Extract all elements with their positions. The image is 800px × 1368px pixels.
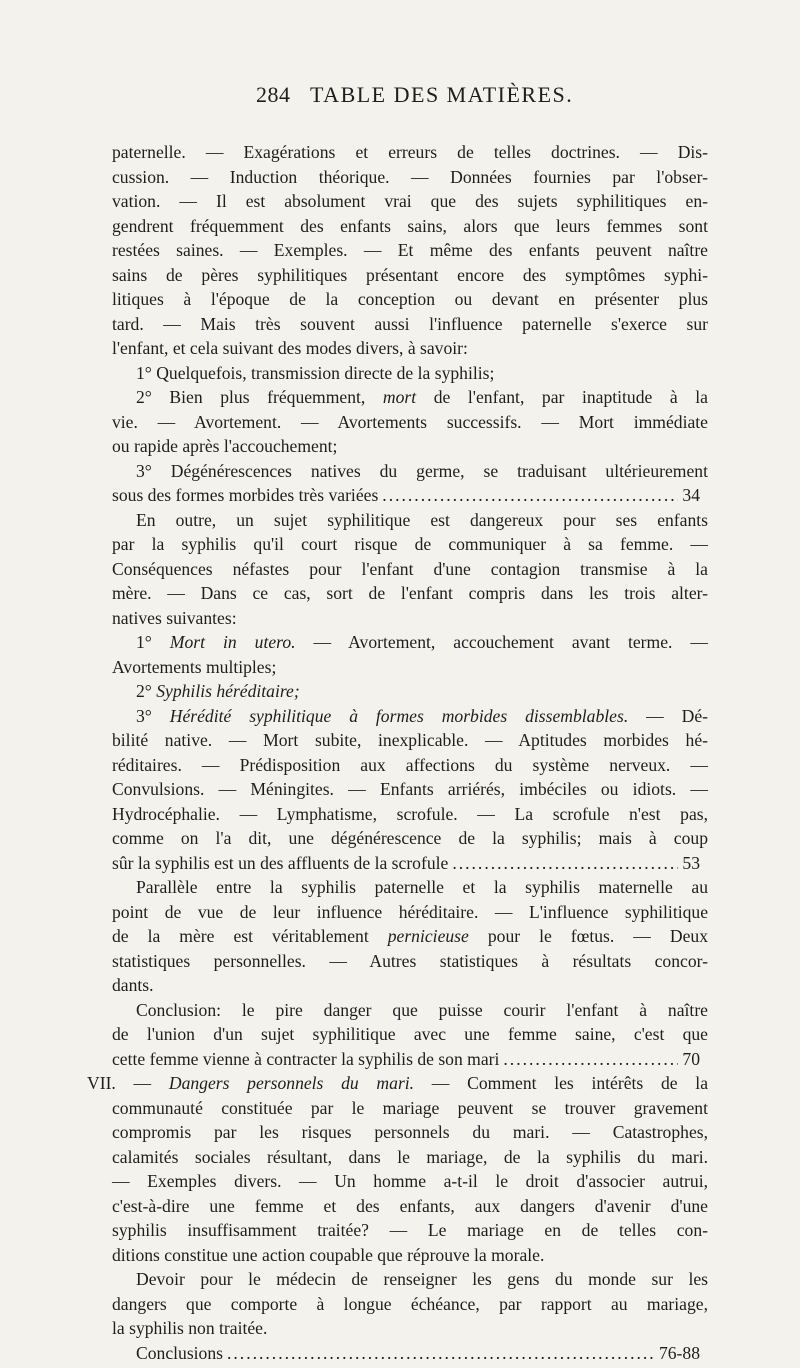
toc-line: Parallèle entre la syphilis paternelle et la syphilis maternelle au (136, 877, 708, 897)
page-number: 284 (256, 82, 291, 107)
toc-line: 2° Bien plus fréquemment, mort de l'enfant, par inaptitude à la (136, 387, 708, 407)
page-reference: 70 (682, 1048, 700, 1069)
toc-line: c'est-à-dire une femme et des enfants, aux dangers d'avenir d'une (112, 1195, 708, 1216)
toc-entry-with-page: sous des formes morbides très variées ..... 34 (112, 483, 708, 508)
page-reference: 53 (682, 852, 700, 873)
toc-line: cussion. — Induction théorique. — Données fournies par l'obser- (112, 166, 708, 187)
dot-leader (382, 483, 678, 508)
page-reference: 76-88 (658, 1342, 700, 1363)
toc-line: vie. — Avortement. — Avortements successifs. — Mort immédiate (112, 411, 708, 432)
running-title: TABLE DES MATIÈRES. (310, 82, 574, 107)
toc-line: En outre, un sujet syphilitique est dangereux pour ses enfants (136, 509, 708, 530)
toc-line: l'enfant, et cela suivant des modes divers, à savoir: (112, 338, 468, 358)
toc-line: Hydrocéphalie. — Lymphatisme, scrofule. — La scrofule n'est pas, (112, 803, 708, 824)
toc-line: de l'union d'un sujet syphilitique avec une femme saine, c'est que (112, 1024, 708, 1044)
toc-line: ditions constitue une action coupable que réprouve la morale. (112, 1244, 545, 1265)
toc-line: paternelle. — Exagérations et erreurs de telles doctrines. — Dis- (112, 142, 708, 162)
toc-line: syphilis insuffisamment traitée? — Le mariage en de telles con- (112, 1220, 708, 1240)
page-reference: 34 (682, 485, 700, 505)
toc-line: communauté constituée par le mariage peuvent se trouver gravement (112, 1097, 708, 1118)
toc-line: réditaires. — Prédisposition aux affections du système nerveux. — (112, 754, 708, 775)
toc-line: Avortements multiples; (112, 656, 277, 677)
toc-line: Conséquences néfastes pour l'enfant d'une contagion transmise à la (112, 558, 708, 579)
toc-line: compromis par les risques personnels du mari. — Catastrophes, (112, 1122, 708, 1142)
toc-line: calamités sociales résultant, dans le mariage, de la syphilis du mari. (112, 1146, 708, 1167)
toc-line: 1° Mort in utero. — Avortement, accouchement avant terme. — (136, 632, 708, 652)
toc-line: 3° Dégénérescences natives du germe, se traduisant ultérieurement (136, 460, 708, 481)
toc-entry-with-page: cette femme vienne à contracter la syphilis de son mari ..... 70 (112, 1047, 708, 1072)
table-of-contents-text (87, 140, 708, 1365)
toc-line: gendrent fréquemment des enfants sains, alors que leurs femmes sont (112, 215, 708, 236)
dot-leader (452, 851, 678, 876)
toc-line: vation. — Il est absolument vrai que des sujets syphilitiques en- (112, 191, 708, 211)
toc-line: statistiques personnelles. — Autres statistiques à résultats concor- (112, 950, 708, 971)
toc-line: dangers que comporte à longue échéance, par rapport au mariage, (112, 1293, 708, 1314)
dot-leader (503, 1047, 678, 1072)
toc-line: tard. — Mais très souvent aussi l'influence paternelle s'exerce sur (112, 313, 708, 334)
toc-line: restées saines. — Exemples. — Et même des enfants peuvent naître (112, 240, 708, 260)
toc-line: mère. — Dans ce cas, sort de l'enfant compris dans les trois alter- (112, 583, 708, 603)
toc-line: bilité native. — Mort subite, inexplicable. — Aptitudes morbides hé- (112, 730, 708, 750)
toc-line: 1° Quelquefois, transmission directe de la syphilis; (136, 362, 495, 383)
toc-line: Devoir pour le médecin de renseigner les gens du monde sur les (136, 1269, 708, 1289)
toc-line: comme on l'a dit, une dégénérescence de la syphilis; mais à coup (112, 828, 708, 848)
toc-line: Convulsions. — Méningites. — Enfants arriérés, imbéciles ou idiots. — (112, 779, 708, 799)
toc-line: par la syphilis qu'il court risque de communiquer à sa femme. — (112, 534, 708, 554)
toc-line: ou rapide après l'accouchement; (112, 436, 338, 456)
toc-line: 2° Syphilis héréditaire; (136, 681, 300, 701)
toc-line: — Exemples divers. — Un homme a-t-il le droit d'associer autrui, (112, 1171, 708, 1191)
toc-line: de la mère est véritablement pernicieuse pour le fœtus. — Deux (112, 926, 708, 946)
toc-line: la syphilis non traitée. (112, 1318, 268, 1338)
toc-line: 3° Hérédité syphilitique à formes morbides dissemblables. — Dé- (136, 705, 708, 726)
toc-line: Conclusion: le pire danger que puisse courir l'enfant à naître (136, 999, 708, 1020)
toc-entry-with-page: Conclusions ..... 76-88 (112, 1341, 708, 1366)
toc-line: sains de pères syphilitiques présentant encore des symptômes syphi- (112, 264, 708, 285)
dot-leader (227, 1341, 655, 1366)
page-header (0, 82, 800, 112)
toc-entry-with-page: sûr la syphilis est un des affluents de la scrofule ..... 53 (112, 851, 708, 876)
toc-line: litiques à l'époque de la conception ou devant en présenter plus (112, 289, 708, 309)
toc-section-heading: VII. — Dangers personnels du mari. — Comment les intérêts de la (87, 1073, 708, 1093)
toc-line: point de vue de leur influence héréditaire. — L'influence syphilitique (112, 901, 708, 922)
toc-line: dants. (112, 975, 154, 995)
toc-line: natives suivantes: (112, 607, 237, 628)
